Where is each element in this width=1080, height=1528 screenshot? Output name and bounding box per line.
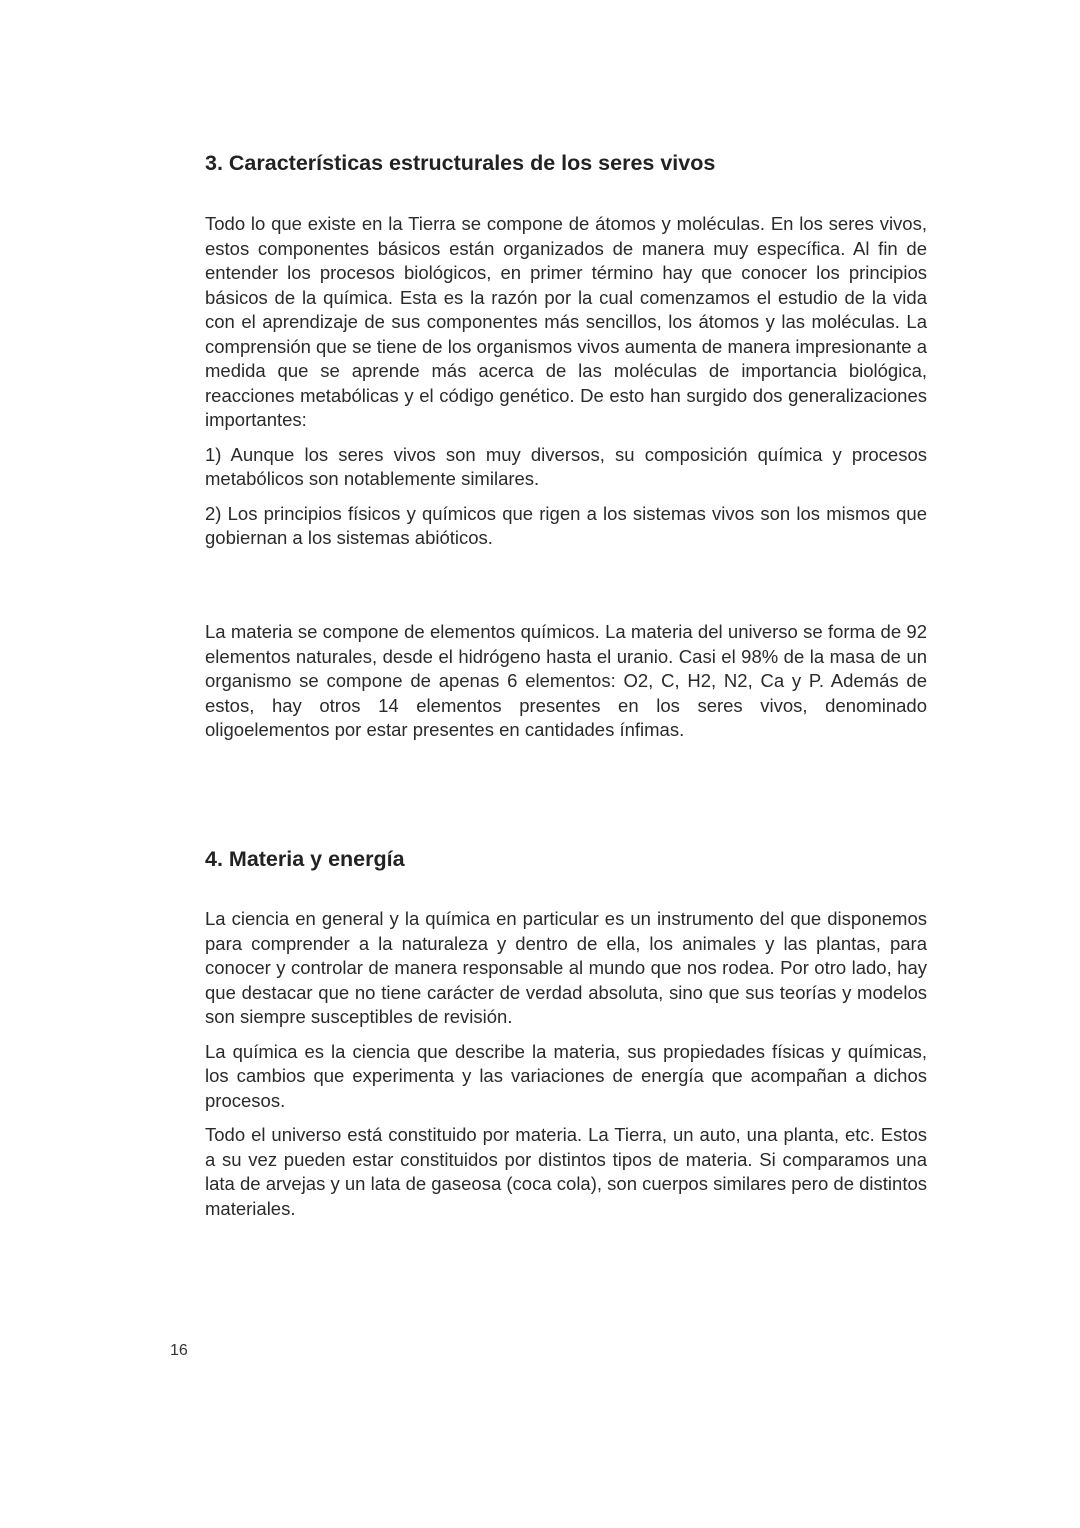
section-4-paragraph-2: La química es la ciencia que describe la materia, sus propiedades físicas y químicas, los cambios que experimenta y las variaciones de energía que acompañan a dichos procesos. (205, 1040, 927, 1111)
section-3-heading: 3. Características estructurales de los seres vivos (205, 151, 716, 175)
section-3-paragraph-intro: Todo lo que existe en la Tierra se compone de átomos y moléculas. En los seres vivos, estos componentes básicos están organizados de manera muy específica. Al fin de entender los procesos biológicos, en primer término hay que conocer los principios básicos de la química. Esta es la razón por la cual comenzamos el estudio de la vida con el aprendizaje de sus componentes más sencillos, los átomos y las moléculas. La comprensión que se tiene de los organismos vivos aumenta de manera impresionante a medida que se aprende más acerca de las moléculas de importancia biológica, reacciones metabólicas y el código genético. De esto han surgido dos generalizaciones importantes: (205, 213, 927, 430)
section-3-list-item-1: 1) Aunque los seres vivos son muy diversos, su composición química y procesos metabólicos son notablemente similares. (205, 443, 927, 489)
section-3-block-2 (205, 620, 927, 743)
section-4-paragraph-1: La ciencia en general y la química en particular es un instrumento del que disponemos para comprender a la naturaleza y dentro de ella, los animales y las plantas, para conocer y controlar de manera responsable al mundo que nos rodea. Por otro lado, hay que destacar que no tiene carácter de verdad absoluta, sino que sus teorías y modelos son siempre susceptibles de revisión. (205, 908, 927, 1027)
section-3-paragraph-elements: La materia se compone de elementos químicos. La materia del universo se forma de 92 elementos naturales, desde el hidrógeno hasta el uranio. Casi el 98% de la masa de un organismo se compone de apenas 6 elementos: O2, C, H2, N2, Ca y P. Además de estos, hay otros 14 elementos presentes en los seres vivos, denominado oligoelementos por estar presentes en cantidades ínfimas. (205, 621, 927, 740)
section-4-block (205, 907, 927, 1221)
section-3-list-item-2: 2) Los principios físicos y químicos que rigen a los sistemas vivos son los mismos que gobiernan a los sistemas abióticos. (205, 502, 927, 548)
section-3-block-1 (205, 212, 927, 551)
section-4-heading: 4. Materia y energía (205, 847, 405, 871)
section-4-paragraph-3: Todo el universo está constituido por materia. La Tierra, un auto, una planta, etc. Estos a su vez pueden estar constituidos por distintos tipos de materia. Si comparamos una lata de arvejas y un lata de gaseosa (coca cola), son cuerpos similares pero de distintos materiales. (205, 1124, 927, 1219)
page-number: 16 (170, 1342, 188, 1359)
